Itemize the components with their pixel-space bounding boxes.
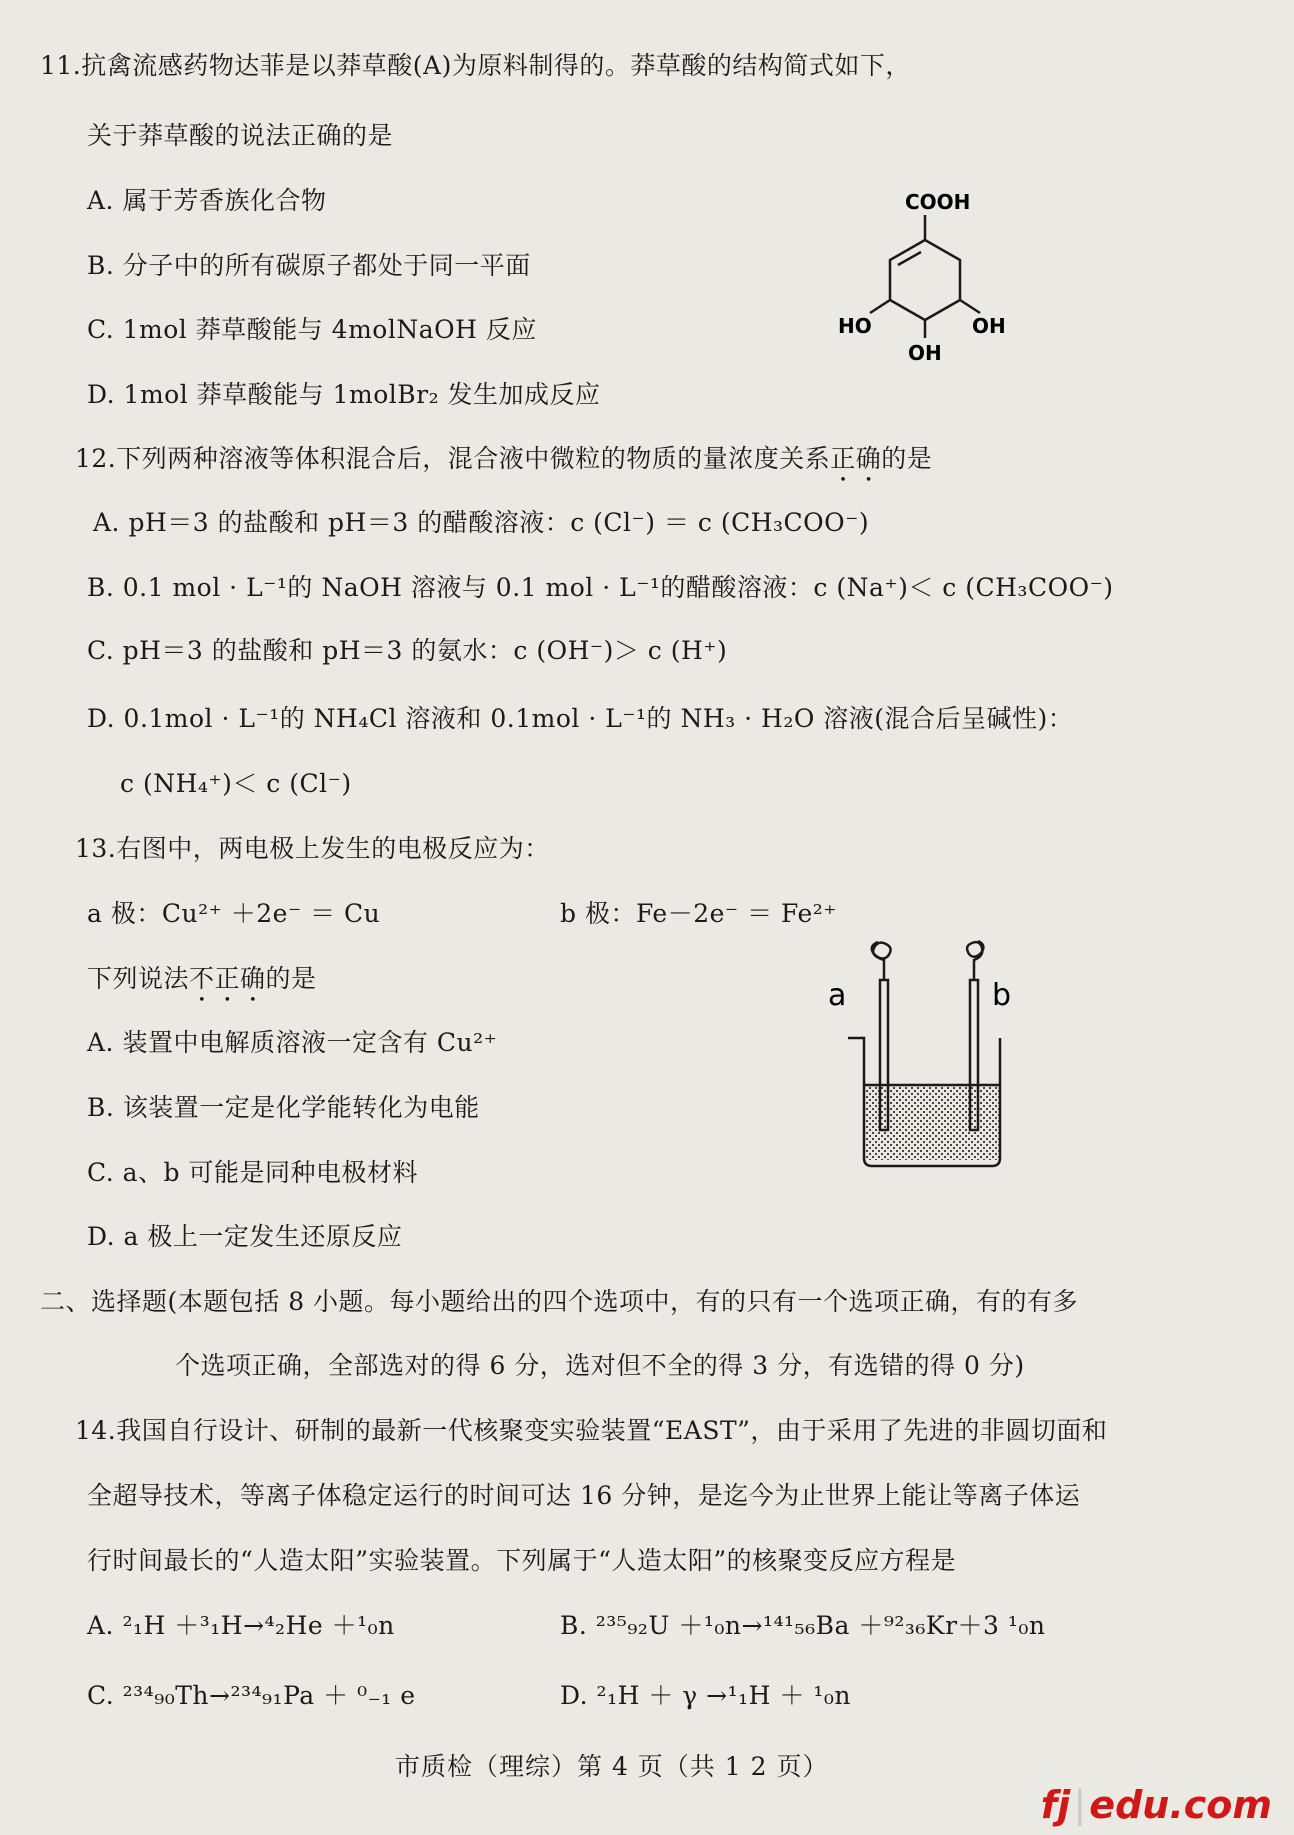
q14-option-a: A. ²₁H ＋³₁H→⁴₂He ＋¹₀n <box>87 1611 395 1640</box>
q12-option-b: B. 0.1 mol · L⁻¹的 NaOH 溶液与 0.1 mol · L⁻¹的醋酸溶液：c (Na⁺)＜ c (CH₃COO⁻) <box>87 573 1114 602</box>
q13-reaction-a: a 极：Cu²⁺ ＋2e⁻ ＝ Cu <box>87 899 381 928</box>
q12-option-d-line2: c (NH₄⁺)＜ c (Cl⁻) <box>120 769 352 798</box>
q11-option-b: B. 分子中的所有碳原子都处于同一平面 <box>87 251 531 280</box>
q14-stem-line2: 全超导技术，等离子体稳定运行的时间可达 16 分钟，是迄今为止世界上能让等离子体运 <box>87 1481 1081 1510</box>
q13-stem: 13.右图中，两电极上发生的电极反应为： <box>75 834 550 863</box>
page-footer: 市质检（理综）第 4 页（共 1 2 页） <box>395 1752 829 1781</box>
q14-stem-line3: 行时间最长的“人造太阳”实验装置。下列属于“人造太阳”的核聚变反应方程是 <box>87 1546 957 1575</box>
q13-substem-pre: 下列说法 <box>87 964 190 993</box>
section2-heading-line2: 个选项正确，全部选对的得 6 分，选对但不全的得 3 分，有选错的得 0 分) <box>175 1351 1025 1380</box>
q13-option-d: D. a 极上一定发生还原反应 <box>87 1222 403 1251</box>
wire-b <box>967 941 983 980</box>
section2-heading-line1: 二、选择题(本题包括 8 小题。每小题给出的四个选项中，有的只有一个选项正确，有的有多 <box>40 1287 1079 1316</box>
watermark-part2: edu.com <box>1089 1783 1272 1827</box>
electrode-a-label: a <box>828 978 847 1013</box>
q11-stem-line1: 11.抗禽流感药物达菲是以莽草酸(A)为原料制得的。莽草酸的结构简式如下， <box>40 51 911 80</box>
q14-option-b: B. ²³⁵₉₂U ＋¹₀n→¹⁴¹₅₆Ba ＋⁹²₃₆Kr＋3 ¹₀n <box>560 1611 1046 1640</box>
q14-option-c: C. ²³⁴₉₀Th→²³⁴₉₁Pa ＋ ⁰₋₁ e <box>87 1681 416 1710</box>
q12-stem-emphasis: 正确 <box>830 444 882 473</box>
site-watermark <box>1041 1783 1272 1827</box>
oh-right-label: OH <box>972 314 1006 338</box>
wire-a <box>872 942 891 980</box>
watermark-separator: ∣ <box>1070 1783 1090 1827</box>
q12-option-d-line1: D. 0.1mol · L⁻¹的 NH₄Cl 溶液和 0.1mol · L⁻¹的 NH₃ · H₂O 溶液(混合后呈碱性)： <box>87 704 1074 733</box>
q13-option-c: C. a、b 可能是同种电极材料 <box>87 1158 418 1187</box>
q12-option-a: A. pH＝3 的盐酸和 pH＝3 的醋酸溶液：c (Cl⁻) ＝ c (CH₃COO⁻) <box>93 508 870 537</box>
watermark-part1: fj <box>1040 1783 1071 1827</box>
q12-stem <box>75 443 932 488</box>
q12-stem-post: 的是 <box>881 444 933 473</box>
electrode-b-label: b <box>992 978 1012 1013</box>
oh-bottom-label: OH <box>908 341 942 365</box>
q14-option-d: D. ²₁H ＋ γ →¹₁H ＋ ¹₀n <box>560 1681 852 1710</box>
q13-option-b: B. 该装置一定是化学能转化为电能 <box>87 1093 480 1122</box>
q13-substem-post: 的是 <box>265 964 317 993</box>
q13-substem <box>87 963 317 1008</box>
q13-reaction-b: b 极：Fe－2e⁻ ＝ Fe²⁺ <box>560 899 838 928</box>
cooh-label: COOH <box>905 190 971 214</box>
shikimic-acid-structure <box>820 185 1030 375</box>
q12-option-c: C. pH＝3 的盐酸和 pH＝3 的氨水：c (OH⁻)＞ c (H⁺) <box>87 636 728 665</box>
electrochemical-cell-diagram <box>820 930 1060 1180</box>
ho-left-label: HO <box>838 314 872 338</box>
q12-stem-pre: 12.下列两种溶液等体积混合后，混合液中微粒的物质的量浓度关系 <box>75 444 831 473</box>
q11-option-d: D. 1mol 莽草酸能与 1molBr₂ 发生加成反应 <box>87 380 601 409</box>
q13-option-a: A. 装置中电解质溶液一定含有 Cu²⁺ <box>87 1028 498 1057</box>
q11-stem-line2: 关于莽草酸的说法正确的是 <box>87 121 394 150</box>
q11-option-c: C. 1mol 莽草酸能与 4molNaOH 反应 <box>87 315 537 344</box>
q13-substem-emphasis: 不正确 <box>189 964 266 993</box>
q11-option-a: A. 属于芳香族化合物 <box>87 186 327 215</box>
q14-stem-line1: 14.我国自行设计、研制的最新一代核聚变实验装置“EAST”，由于采用了先进的非圆切面和 <box>75 1416 1108 1445</box>
